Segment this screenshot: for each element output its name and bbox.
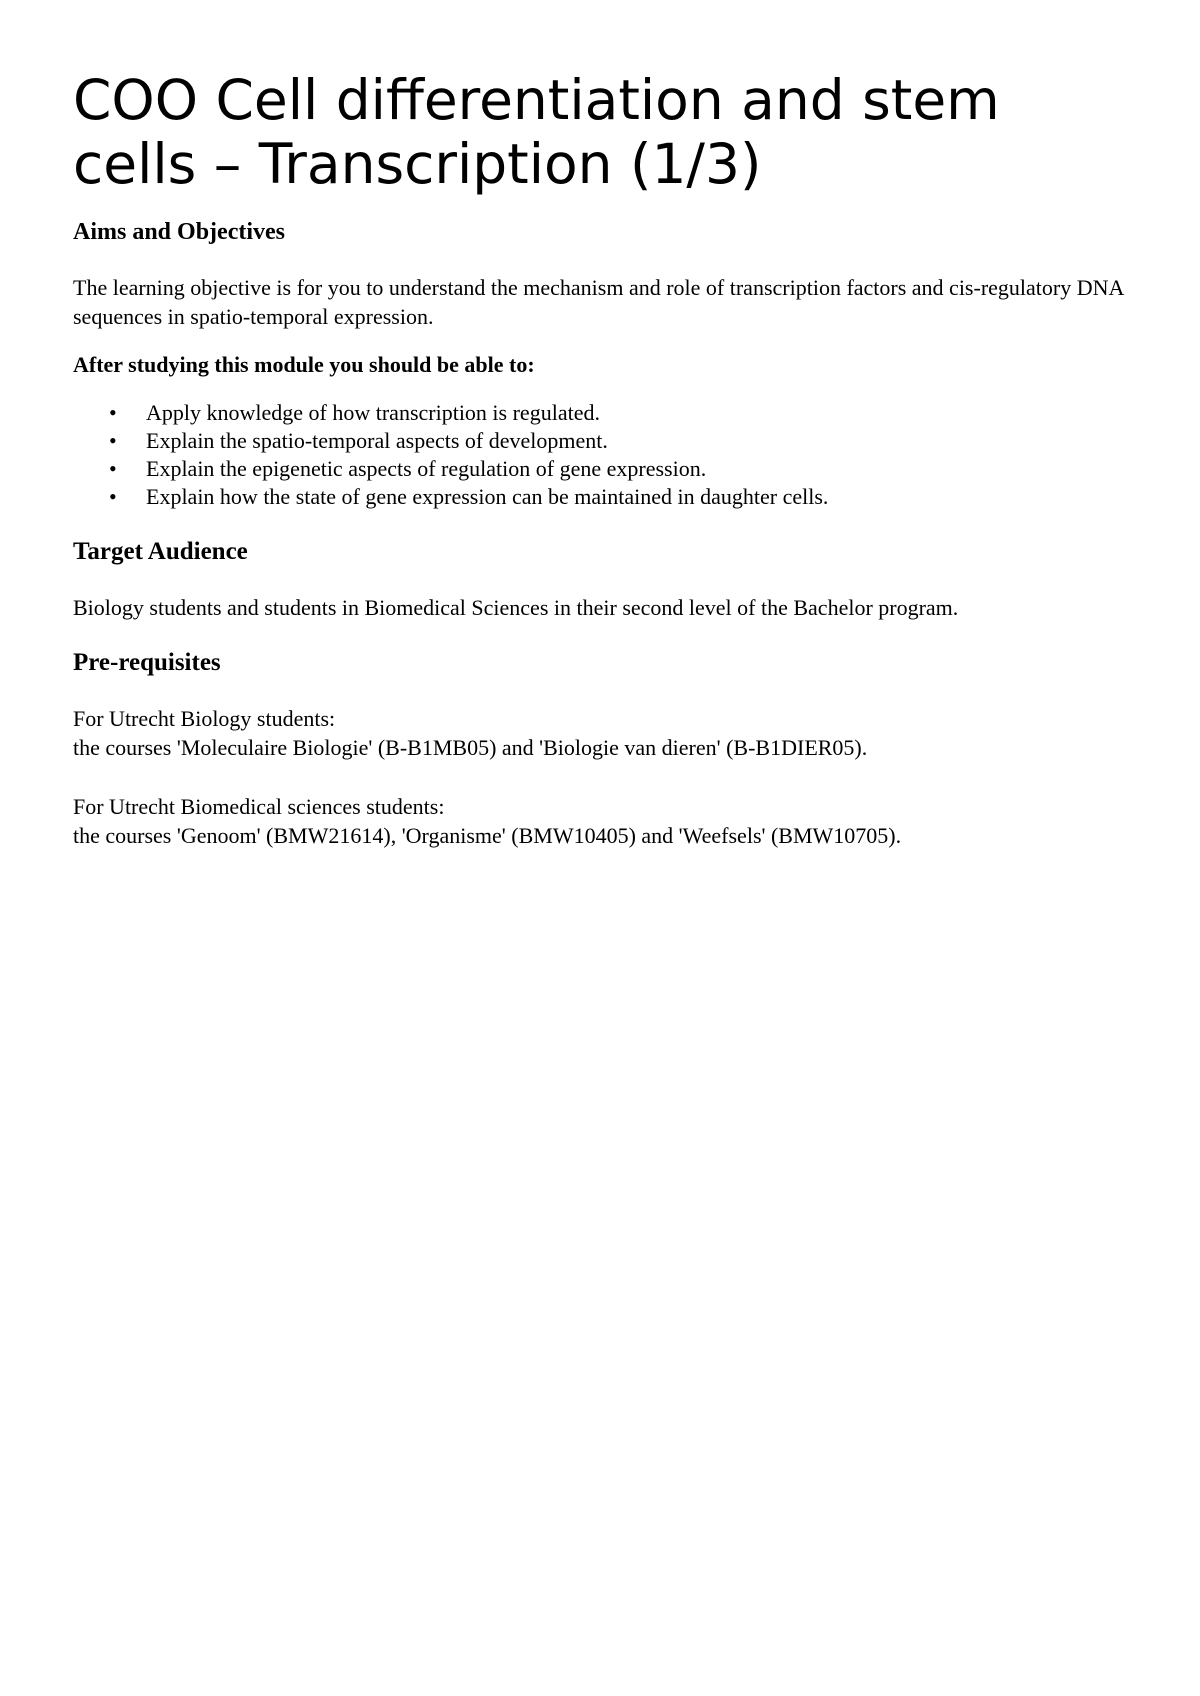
list-item-text: Explain how the state of gene expression can be maintained in daughter cells. [146,484,829,509]
list-item [73,455,1133,483]
objectives-list [73,399,1133,511]
biomedical-courses: the courses 'Genoom' (BMW21614), 'Organisme' (BMW10405) and 'Weefsels' (BMW10705). [73,823,902,848]
list-item [73,483,1133,511]
objectives-subheading: After studying this module you should be able to: [73,352,535,377]
biology-courses: the courses 'Moleculaire Biologie' (B-B1MB05) and 'Biologie van dieren' (B-B1DIER05). [73,735,868,760]
audience-section [73,538,1133,622]
list-item-text: Explain the spatio-temporal aspects of development. [146,428,608,453]
biomedical-intro: For Utrecht Biomedical sciences students: [73,794,445,819]
page-title: COO Cell differentiation and stem cells – Transcription (1/3) [73,68,1000,196]
audience-text: Biology students and students in Biomedical Sciences in their second level of the Bachelor program. [73,595,959,620]
audience-heading: Target Audience [73,538,248,565]
prerequisites-heading: Pre-requisites [73,649,221,676]
list-item-text: Apply knowledge of how transcription is regulated. [146,400,600,425]
prerequisites-section [73,649,1133,850]
bullet-icon: • [109,456,117,481]
document-content [73,68,1133,850]
aims-section [73,218,1133,511]
list-item [73,399,1133,427]
list-item-text: Explain the epigenetic aspects of regulation of gene expression. [146,456,707,481]
aims-text: The learning objective is for you to understand the mechanism and role of transcription factors and cis-regulatory DNA sequences in spatio-temporal expression. [73,275,1124,329]
list-item [73,427,1133,455]
bullet-icon: • [109,400,117,425]
biology-intro: For Utrecht Biology students: [73,706,336,731]
aims-heading: Aims and Objectives [73,219,285,245]
bullet-icon: • [109,428,117,453]
bullet-icon: • [109,484,117,509]
